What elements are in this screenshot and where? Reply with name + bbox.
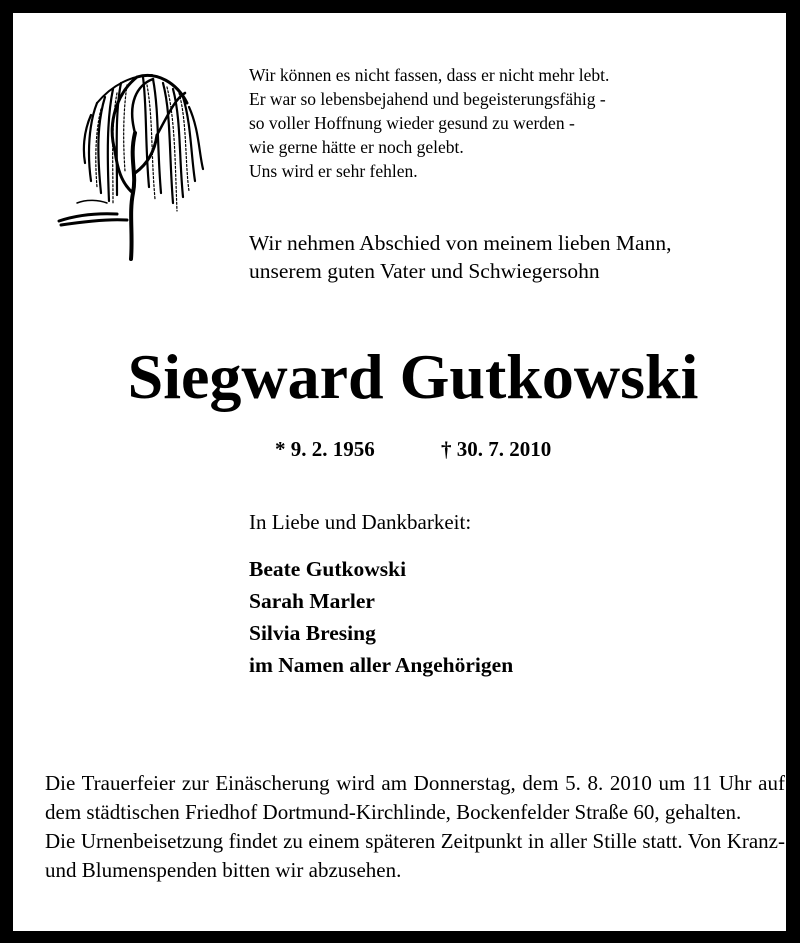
farewell-text [249,229,671,285]
mourners-list [249,553,513,681]
mourner-name: im Namen aller Angehörigen [249,653,514,677]
poem-line: Uns wird er sehr fehlen. [249,161,418,181]
farewell-line: unserem guten Vater und Schwiegersohn [249,259,600,283]
death-date: † 30. 7. 2010 [441,437,552,461]
poem-line: Wir können es nicht fassen, dass er nicht mehr lebt. [249,65,610,85]
poem-line: Er war so lebensbejahend und begeisterungsfähig - [249,89,606,109]
poem [249,63,609,183]
notice-paragraph: Die Urnenbeisetzung findet zu einem späteren Zeitpunkt in aller Stille statt. Von Kranz- und Blumenspenden bitten wir abzusehen. [45,829,785,882]
poem-line: so voller Hoffnung wieder gesund zu werden - [249,113,575,133]
farewell-line: Wir nehmen Abschied von meinem lieben Mann, [249,231,672,255]
mourners-intro: In Liebe und Dankbarkeit: [249,510,472,534]
mourner-name: Sarah Marler [249,589,375,613]
funeral-notice [45,769,785,885]
mourner-name: Beate Gutkowski [249,557,407,581]
poem-line: wie gerne hätte er noch gelebt. [249,137,464,157]
deceased-name: Siegward Gutkowski [127,341,699,412]
weeping-willow-icon [57,63,205,263]
mourner-name: Silvia Bresing [249,621,376,645]
birth-date: * 9. 2. 1956 [275,437,375,461]
notice-paragraph: Die Trauerfeier zur Einäscherung wird am Donnerstag, dem 5. 8. 2010 um 11 Uhr auf dem städtischen Friedhof Dortmund-Kirchlinde, Bockenfelder Straße 60, gehalten. [45,771,785,824]
